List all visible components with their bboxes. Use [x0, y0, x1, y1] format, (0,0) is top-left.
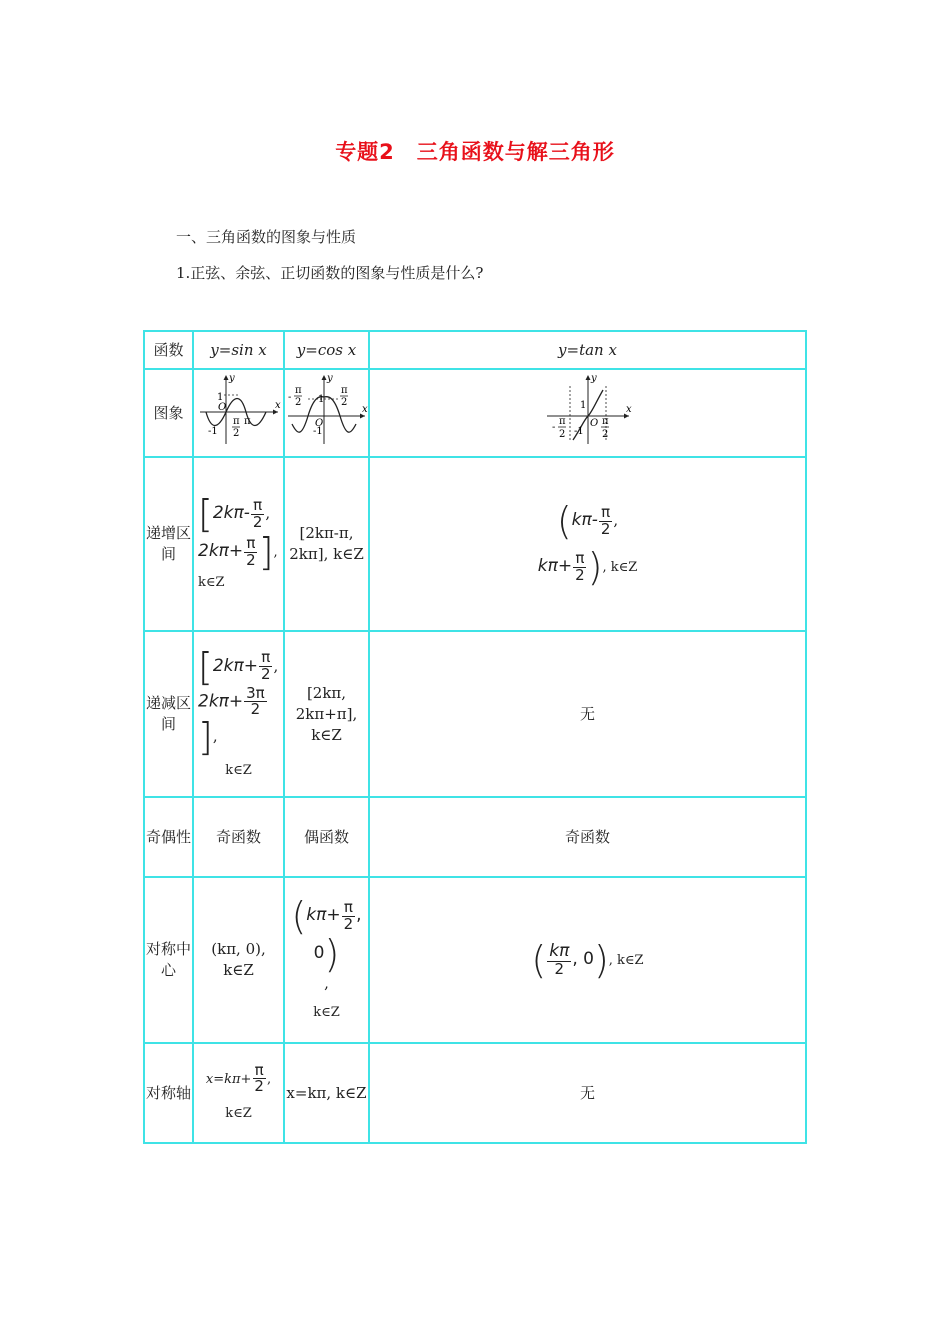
sin-graph-cell [193, 369, 284, 457]
center-cos: (kπ+ $\frac{\pi}{2}$ , 0) , k∈Z [284, 877, 369, 1043]
cos-graph-neg-one: -1 [312, 426, 323, 437]
sin-graph-pi-den: 2 [232, 428, 239, 439]
header-sin: y=sin x [193, 331, 284, 369]
graph-row-label: 图象 [144, 369, 193, 457]
decreasing-label: 递减区间 [144, 631, 193, 797]
cos-graph-neg-sign: - [287, 392, 291, 403]
tan-graph [543, 372, 633, 448]
table-row-decreasing [144, 631, 806, 797]
cos-graph-pi-den: 2 [340, 397, 347, 408]
sin-graph-y-label: y [228, 373, 235, 384]
increasing-cos: [2kπ-π, 2kπ], k∈Z [284, 457, 369, 631]
sin-graph-x-label: x [274, 400, 281, 411]
sin-graph [196, 372, 282, 448]
cos-graph-origin: O [314, 418, 323, 429]
cos-graph-pi-num: π [340, 385, 348, 396]
cos-graph-one: 1 [317, 394, 324, 405]
sin-graph-pi: π [243, 416, 251, 427]
header-cos: y=cos x [284, 331, 369, 369]
sin-graph-one: 1 [216, 392, 223, 403]
table-row-graph [144, 369, 806, 457]
sin-graph-neg-one: -1 [207, 426, 218, 437]
sin-graph-origin: O [217, 402, 226, 413]
increasing-label: 递增区间 [144, 457, 193, 631]
tan-graph-pi-den: 2 [601, 429, 608, 440]
cos-graph-cell [284, 369, 369, 457]
table-row-center [144, 877, 806, 1043]
decreasing-tan: 无 [369, 631, 806, 797]
tan-graph-neg-pi-num: π [558, 416, 566, 427]
table-row-parity [144, 797, 806, 877]
center-sin: (kπ, 0), k∈Z [193, 877, 284, 1043]
tan-graph-neg-one: -1 [573, 426, 584, 437]
parity-tan: 奇函数 [369, 797, 806, 877]
tan-graph-pi-num: π [601, 416, 609, 427]
trig-properties-table [143, 330, 807, 1144]
axis-cos: x=kπ, k∈Z [284, 1043, 369, 1143]
sin-graph-pi-num: π [232, 416, 240, 427]
table-row-axis [144, 1043, 806, 1143]
header-label: 函数 [144, 331, 193, 369]
table-row-header [144, 331, 806, 369]
axis-tan: 无 [369, 1043, 806, 1143]
parity-sin: 奇函数 [193, 797, 284, 877]
decreasing-cos: [2kπ, 2kπ+π], k∈Z [284, 631, 369, 797]
cos-graph-y-label: y [326, 373, 333, 384]
decreasing-sin: [2kπ+ $\frac{\pi}{2}$ , 2kπ+ $\frac{3\pi}{2}$ ], k∈Z [193, 631, 284, 797]
tan-graph-neg-sign: - [551, 422, 555, 433]
increasing-sin: [2kπ- $\frac{\pi}{2}$ , 2kπ+ $\frac{\pi}{2}$ ], k∈Z [193, 457, 284, 631]
question-text: 1.正弦、余弦、正切函数的图象与性质是什么? [176, 264, 484, 282]
center-label: 对称中心 [144, 877, 193, 1043]
tan-graph-x-label: x [625, 404, 632, 415]
cos-graph [286, 372, 368, 448]
center-tan: ( $\frac{k\pi}{2}$ , 0), k∈Z [369, 877, 806, 1043]
section-heading: 一、三角函数的图象与性质 [176, 228, 357, 246]
header-tan: y=tan x [369, 331, 806, 369]
tan-graph-one: 1 [579, 400, 586, 411]
page-title: 专题2 三角函数与解三角形 [335, 140, 615, 164]
tan-graph-origin: O [589, 418, 598, 429]
tan-graph-y-label: y [590, 373, 597, 384]
axis-label: 对称轴 [144, 1043, 193, 1143]
parity-cos: 偶函数 [284, 797, 369, 877]
increasing-tan: (kπ- $\frac{\pi}{2}$ , kπ+ $\frac{\pi}{2}$ ), k∈Z [369, 457, 806, 631]
cos-graph-neg-pi-num: π [294, 385, 302, 396]
tan-graph-neg-pi-den: 2 [558, 429, 565, 440]
cos-graph-neg-pi-den: 2 [294, 397, 301, 408]
cos-graph-x-label: x [361, 404, 368, 415]
tan-graph-cell [369, 369, 806, 457]
axis-sin: x=kπ+ $\frac{\pi}{2}$ , k∈Z [193, 1043, 284, 1143]
parity-label: 奇偶性 [144, 797, 193, 877]
table-row-increasing [144, 457, 806, 631]
